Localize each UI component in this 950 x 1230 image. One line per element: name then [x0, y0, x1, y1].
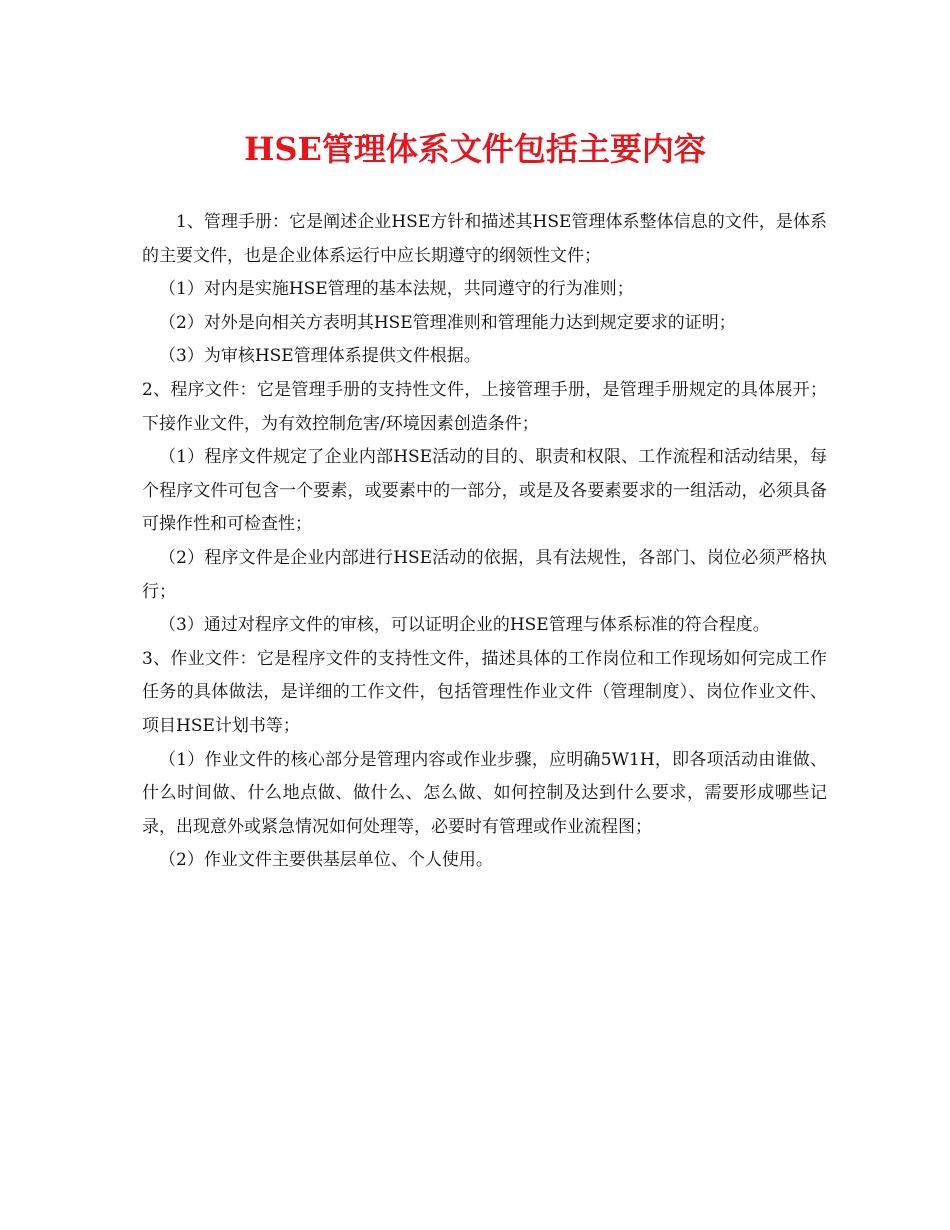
paragraph-procedure-item-2: （2）程序文件是企业内部进行HSE活动的依据，具有法规性，各部门、岗位必须严格执行；: [142, 547, 827, 602]
document-body: [142, 206, 827, 878]
paragraph-work-instruction: 3、作业文件：它是程序文件的支持性文件，描述具体的工作岗位和工作现场如何完成工作任务的具体做法，是详细的工作文件，包括管理性作业文件（管理制度）、岗位作业文件、项目HSE计划书等；: [142, 648, 827, 736]
paragraph-manual-item-2: （2）对外是向相关方表明其HSE管理准则和管理能力达到规定要求的证明；: [159, 312, 736, 333]
document-title: HSE管理体系文件包括主要内容: [244, 130, 706, 168]
paragraph-manual-item-1: （1）对内是实施HSE管理的基本法规，共同遵守的行为准则；: [159, 279, 634, 300]
paragraph-procedure-item-3: （3）通过对程序文件的审核，可以证明企业的HSE管理与体系标准的符合程度。: [159, 615, 770, 636]
paragraph-manual: 1、管理手册：它是阐述企业HSE方针和描述其HSE管理体系整体信息的文件，是体系的主要文件，也是企业体系运行中应长期遵守的纲领性文件；: [142, 212, 827, 266]
paragraph-work-instruction-item-1: （1）作业文件的核心部分是管理内容或作业步骤，应明确5W1H，即各项活动由谁做、什么时间做、什么地点做、做什么、怎么做、如何控制及达到什么要求，需要形成哪些记录，出现意外或紧急情况如何处理等，必要时有管理或作业流程图；: [142, 749, 827, 837]
paragraph-procedure-item-1: （1）程序文件规定了企业内部HSE活动的目的、职责和权限、工作流程和活动结果，每个程序文件可包含一个要素，或要素中的一部分，或是及各要素要求的一组活动，必须具备可操作性和可检查性；: [142, 447, 827, 535]
paragraph-manual-item-3: （3）为审核HSE管理体系提供文件根据。: [159, 346, 481, 367]
paragraph-procedure: 2、程序文件：它是管理手册的支持性文件，上接管理手册，是管理手册规定的具体展开；下接作业文件，为有效控制危害/环境因素创造条件；: [142, 379, 827, 434]
paragraph-work-instruction-item-2: （2）作业文件主要供基层单位、个人使用。: [159, 850, 493, 871]
